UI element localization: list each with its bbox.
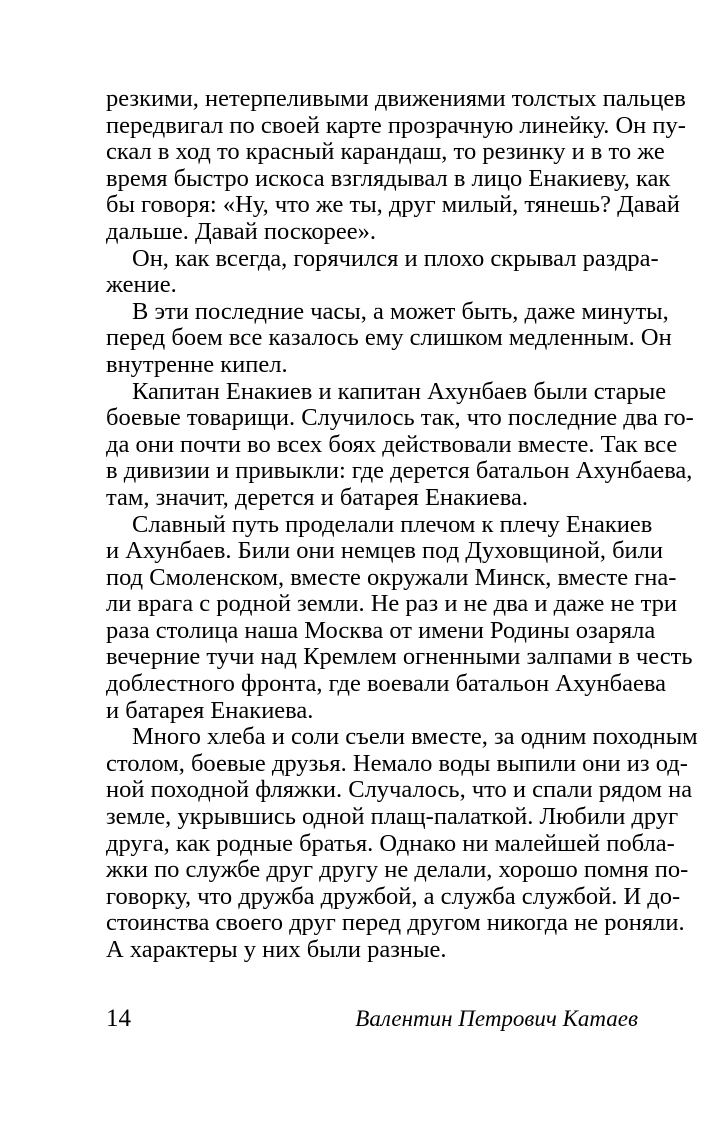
text-line: доблестного фронта, где воевали батальон Ахунбаева: [106, 670, 666, 698]
page-footer: [106, 1004, 638, 1034]
text-line: внутренне кипел.: [106, 350, 288, 378]
paragraph: [106, 244, 659, 299]
text-line: бы говоря: «Ну, что же ты, друг милый, тянешь? Давай: [106, 191, 680, 219]
text-line: В эти последние часы, а может быть, даже минуты,: [132, 297, 669, 325]
text-line: вечерние тучи над Кремлем огненными залпами в честь: [106, 643, 693, 671]
paragraph: [106, 377, 694, 512]
text-line: дальше. Давай поскорее».: [106, 217, 377, 245]
text-line: скал в ход то красный карандаш, то резинку и в то же: [106, 138, 665, 166]
text-line: жение.: [106, 271, 177, 299]
body-text: [106, 85, 698, 964]
text-line: и Ахунбаев. Били они немцев под Духовщиной, били: [106, 537, 664, 565]
paragraph: [106, 297, 672, 379]
text-line: друга, как родные братья. Однако ни малейшей побла-: [106, 829, 675, 857]
text-line: да они почти во всех боях действовали вместе. Так все: [106, 430, 678, 458]
text-line: А характеры у них были разные.: [106, 936, 447, 963]
text-line: стоинства своего друг перед другом никогда не роняли.: [106, 909, 685, 937]
text-line: и батарея Енакиева.: [106, 696, 314, 724]
text-line: столом, боевые друзья. Немало воды выпили они из од-: [106, 749, 688, 777]
text-line: боевые товарищи. Случилось так, что последние два го-: [106, 404, 694, 432]
text-line: Он, как всегда, горячился и плохо скрывал раздра-: [132, 244, 659, 272]
text-line: перед боем все казалось ему слишком медленным. Он: [106, 324, 672, 352]
text-line: в дивизии и привыкли: где дерется батальон Ахунбаева,: [106, 457, 693, 485]
text-line: там, значит, дерется и батарея Енакиева.: [106, 483, 529, 511]
page-number: 14: [106, 1005, 131, 1032]
text-line: земле, укрывшись одной плащ-палаткой. Любили друг: [106, 803, 679, 831]
text-line: раза столица наша Москва от имени Родины озаряла: [106, 616, 656, 644]
text-line: под Смоленском, вместе окружали Минск, вместе гна-: [106, 563, 677, 591]
text-line: передвигал по своей карте прозрачную линейку. Он пу-: [106, 111, 686, 139]
text-line: Капитан Енакиев и капитан Ахунбаев были старые: [132, 377, 667, 405]
paragraph: [106, 510, 693, 725]
paragraph: [106, 723, 698, 963]
text-line: время быстро искоса взглядывал в лицо Енакиеву, как: [106, 164, 671, 192]
paragraph: [106, 85, 686, 246]
text-line: Славный путь проделали плечом к плечу Енакиев: [132, 510, 653, 538]
text-line: Много хлеба и соли съели вместе, за одним походным: [132, 723, 698, 751]
text-line: ли врага с родной земли. Не раз и не два и даже не три: [106, 590, 678, 618]
text-line: говорку, что дружба дружбой, а служба службой. И до-: [106, 882, 681, 910]
running-head-author: Валентин Петрович Катаев: [355, 1006, 638, 1031]
text-line: резкими, нетерпеливыми движениями толстых пальцев: [106, 85, 686, 112]
text-line: ной походной фляжки. Случалось, что и спали рядом на: [106, 776, 693, 804]
text-line: жки по службе друг другу не делали, хорошо помня по-: [106, 856, 689, 884]
